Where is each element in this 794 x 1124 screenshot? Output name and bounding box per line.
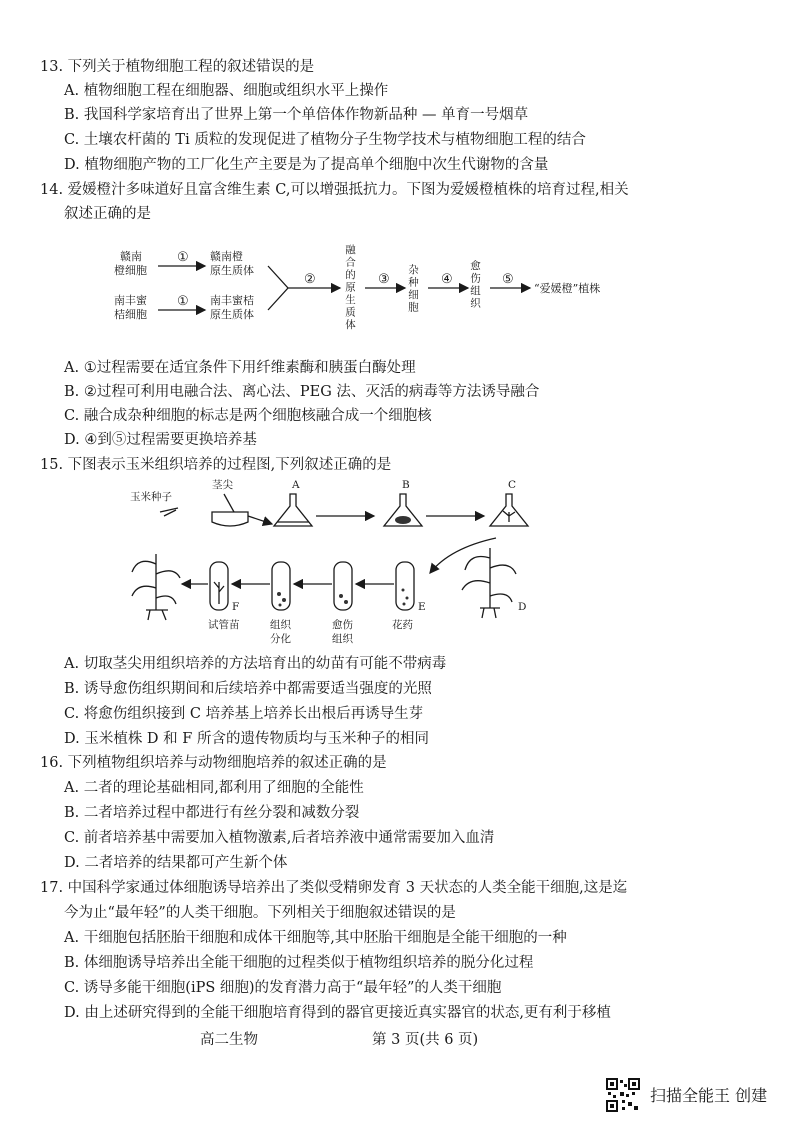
q14-option-a: A. ①过程需要在适宜条件下用纤维素酶和胰蛋白酶处理: [64, 360, 416, 376]
corn-seed-icon: [160, 508, 178, 516]
hybrid-cell-label: 杂种细胞: [407, 264, 419, 314]
q15-option-d: D. 玉米植株 D 和 F 所含的遗传物质均与玉米种子的相同: [64, 731, 429, 747]
tube-label-diff-2: 分化: [270, 633, 291, 645]
fused-protoplast-label: 融合的原生质体: [344, 244, 356, 332]
tube-label-plantlet: 试管苗: [208, 619, 240, 631]
q13-option-d: D. 植物细胞产物的工厂化生产主要是为了提高单个细胞中次生代谢物的含量: [64, 157, 549, 173]
q15-option-b: B. 诱导愈伤组织期间和后续培养中都需要适当强度的光照: [64, 681, 432, 697]
source2-label-1: 南丰蜜: [114, 294, 147, 307]
q14-option-c: C. 融合成杂种细胞的标志是两个细胞核融合成一个细胞核: [64, 408, 432, 424]
step4-label: ④: [441, 272, 453, 287]
step1-top-label: ①: [177, 250, 189, 265]
watermark-text: 扫描全能王 创建: [650, 1086, 768, 1105]
tube-differentiation-icon: [272, 562, 290, 610]
flask-a-label: A: [292, 479, 300, 491]
plant-f-icon: [132, 554, 180, 620]
q16-stem: 16. 下列植物组织培养与动物细胞培养的叙述正确的是: [40, 755, 387, 771]
q15-stem: 15. 下图表示玉米组织培养的过程图,下列叙述正确的是: [40, 457, 392, 473]
q13-option-c: C. 土壤农杆菌的 Ti 质粒的发现促进了植物分子生物学技术与植物细胞工程的结合: [64, 132, 586, 148]
qr-code-icon: [606, 1078, 640, 1112]
source2-label-2: 桔细胞: [114, 308, 147, 321]
protoplast2-label-1: 南丰蜜桔: [210, 294, 254, 307]
corn-seed-label: 玉米种子: [130, 491, 172, 503]
q17-stem-cont: 今为止“最年轻”的人类干细胞。下列相关于细胞叙述错误的是: [64, 905, 456, 921]
q14-option-b: B. ②过程可利用电融合法、离心法、PEG 法、灭活的病毒等方法诱导融合: [64, 384, 540, 400]
merge-bracket: [268, 266, 288, 310]
tube-e-label: E: [418, 601, 426, 613]
final-plant-label: “爱媛橙”植株: [534, 282, 601, 295]
q15-option-a: A. 切取茎尖用组织培养的方法培育出的幼苗有可能不带病毒: [64, 656, 447, 672]
plant-d-label: D: [518, 601, 527, 613]
q16-option-b: B. 二者培养过程中都进行有丝分裂和减数分裂: [64, 805, 360, 821]
q14-stem: 14. 爱媛橙汁多味道好且富含维生素 C,可以增强抵抗力。下图为爱媛橙植株的培育过程,相关: [40, 182, 629, 198]
callus-label: 愈伤组织: [469, 260, 481, 310]
tube-label-diff-1: 组织: [270, 619, 291, 631]
q13-option-a: A. 植物细胞工程在细胞器、细胞或组织水平上操作: [64, 83, 389, 99]
step2-label: ②: [304, 272, 316, 287]
dish-icon: [212, 512, 248, 526]
q17-option-a: A. 干细胞包括胚胎干细胞和成体干细胞等,其中胚胎干细胞是全能干细胞的一种: [64, 930, 567, 946]
q17-option-d: D. 由上述研究得到的全能干细胞培育得到的器官更接近真实器官的状态,更有利于移植: [64, 1005, 611, 1021]
flask-c-label: C: [508, 479, 517, 491]
footer-page-number: 第 3 页(共 6 页): [372, 1032, 479, 1048]
protoplast2-label-2: 原生质体: [210, 308, 254, 321]
protoplast1-label-2: 原生质体: [210, 264, 254, 277]
plant-d-icon: [462, 548, 516, 618]
q17-stem: 17. 中国科学家通过体细胞诱导培养出了类似受精卵发育 3 天状态的人类全能干细胞,这是迄: [40, 880, 628, 896]
footer-subject: 高二生物: [200, 1032, 258, 1048]
q16-option-c: C. 前者培养基中需要加入植物激素,后者培养液中通常需要加入血清: [64, 830, 495, 846]
tube-f-label: F: [232, 601, 240, 613]
q15-option-c: C. 将愈伤组织接到 C 培养基上培养长出根后再诱导生芽: [64, 706, 424, 722]
q14-diagram: [100, 232, 640, 344]
q14-stem-cont: 叙述正确的是: [64, 206, 151, 222]
source1-label-2: 橙细胞: [114, 264, 147, 277]
q14-option-d: D. ④到⑤过程需要更换培养基: [64, 432, 257, 448]
q15-diagram: [120, 478, 560, 648]
q16-option-a: A. 二者的理论基础相同,都利用了细胞的全能性: [64, 780, 364, 796]
tube-label-anther: 花药: [392, 619, 413, 631]
flask-b-label: B: [402, 479, 410, 491]
tube-e-icon: [396, 562, 414, 610]
scalpel-icon: [224, 494, 234, 512]
q16-option-d: D. 二者培养的结果都可产生新个体: [64, 855, 288, 871]
tube-label-callus-2: 组织: [332, 633, 353, 645]
q13-stem: 13. 下列关于植物细胞工程的叙述错误的是: [40, 59, 315, 75]
step1-bottom-label: ①: [177, 294, 189, 309]
q17-option-b: B. 体细胞诱导培养出全能干细胞的过程类似于植物组织培养的脱分化过程: [64, 955, 534, 971]
callus-in-flask-b: [395, 516, 411, 524]
q13-option-b: B. 我国科学家培育出了世界上第一个单倍体作物新品种 — 单育一号烟草: [64, 107, 529, 123]
q17-option-c: C. 诱导多能干细胞(iPS 细胞)的发育潜力高于“最年轻”的人类干细胞: [64, 980, 502, 996]
flask-a-icon: [274, 494, 312, 526]
step3-label: ③: [378, 272, 390, 287]
arrow-to-flask-a: [248, 516, 272, 524]
tube-callus-icon: [334, 562, 352, 610]
step5-label: ⑤: [502, 272, 514, 287]
sprout-in-flask-c: [503, 511, 515, 522]
stem-tip-label: 茎尖: [212, 479, 233, 491]
arrow-c-to-e: [430, 538, 496, 573]
tube-label-callus-1: 愈伤: [332, 619, 353, 631]
tube-f-icon: [210, 562, 228, 610]
source1-label-1: 赣南: [120, 250, 142, 263]
protoplast1-label-1: 赣南橙: [210, 250, 243, 263]
